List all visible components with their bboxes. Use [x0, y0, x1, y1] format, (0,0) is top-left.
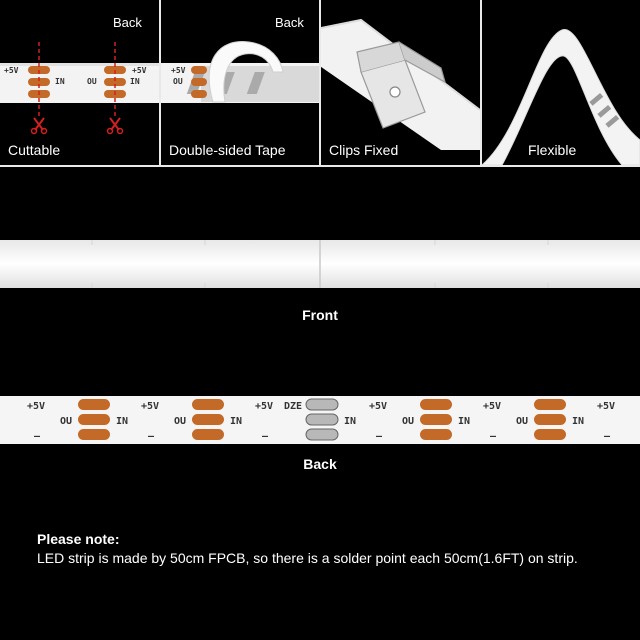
pad-group	[191, 66, 207, 98]
panel-caption: Clips Fixed	[329, 142, 399, 158]
note-text: LED strip is made by 50cm FPCB, so there is a solder point each 50cm(1.6FT) on strip.	[37, 550, 578, 566]
flexible-illustration	[482, 0, 640, 165]
back-label: Back	[303, 456, 337, 472]
panel-back-label: Back	[113, 15, 142, 30]
panel-cuttable	[0, 0, 160, 165]
pad-label-out: OU	[60, 416, 73, 427]
pad-label-in: IN	[230, 416, 243, 427]
pad-group	[192, 399, 224, 440]
feature-panels	[0, 0, 640, 165]
panel-back-label: Back	[275, 15, 304, 30]
pad-label-plus: +5V	[132, 66, 147, 75]
panel-caption: Cuttable	[8, 142, 61, 158]
pad-label-minus: –	[262, 431, 269, 442]
scissors-icon	[32, 118, 47, 134]
pad-label-minus: –	[34, 431, 41, 442]
pad-label-plus: +5V	[255, 401, 274, 412]
pad-label-in: IN	[344, 416, 357, 427]
pad-label-plus: +5V	[27, 401, 46, 412]
pad-label-out: OU	[402, 416, 415, 427]
pad-label-out: OU	[174, 416, 187, 427]
pad-label-out: OU	[87, 77, 97, 86]
pad-label-plus: +5V	[597, 401, 616, 412]
pad-group	[534, 399, 566, 440]
scissors-icon	[108, 118, 123, 134]
note-title: Please note:	[37, 531, 120, 547]
pad-label-plus: +5V	[171, 66, 186, 75]
clip-illustration	[321, 0, 480, 165]
front-strip	[0, 236, 640, 292]
pad-label-in: IN	[458, 416, 471, 427]
solder-pad-group	[306, 399, 338, 440]
pad-label-out: OU	[173, 77, 183, 86]
pad-label-plus: +5V	[483, 401, 502, 412]
pad-label-minus: –	[148, 431, 155, 442]
pad-label-plus: +5V	[369, 401, 388, 412]
pad-label-in: IN	[130, 77, 140, 86]
pad-label-out: OU	[516, 416, 529, 427]
section-divider	[0, 165, 640, 167]
pad-label-in: IN	[116, 416, 129, 427]
note-block	[37, 530, 578, 568]
panel-caption: Flexible	[528, 142, 577, 158]
pad-label-plus: +5V	[141, 401, 160, 412]
pad-label-dz: DZE	[284, 401, 303, 412]
panel-clips-fixed	[321, 0, 480, 165]
pad-label-in: IN	[55, 77, 65, 86]
pad-group	[78, 399, 110, 440]
pad-label-plus: +5V	[4, 66, 19, 75]
pad-label-in: IN	[572, 416, 585, 427]
pad-label-minus: –	[490, 431, 497, 442]
pad-label-minus: –	[376, 431, 383, 442]
panel-flexible	[482, 0, 640, 165]
panel-caption: Double-sided Tape	[169, 142, 286, 158]
pad-group	[420, 399, 452, 440]
back-strip	[0, 394, 640, 446]
front-label: Front	[302, 307, 338, 323]
pad-label-minus: –	[604, 431, 611, 442]
panel-double-sided-tape	[161, 0, 319, 165]
